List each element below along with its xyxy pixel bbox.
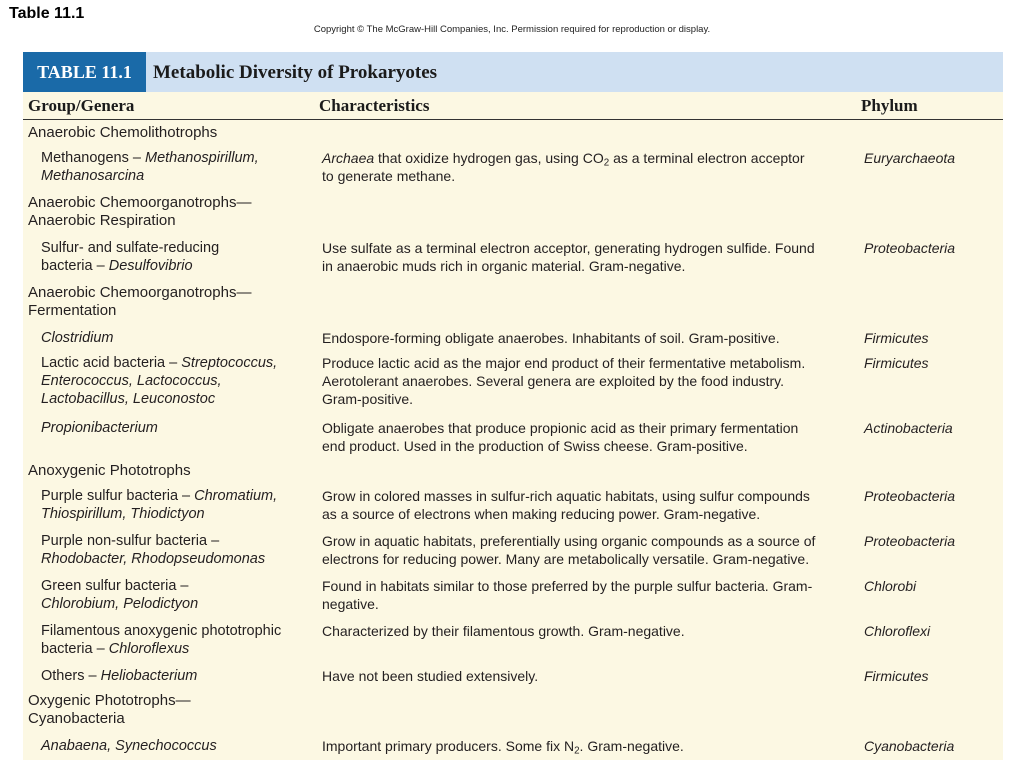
phylum-cell: Proteobacteria	[864, 488, 956, 504]
group-heading: Anoxygenic Phototrophs	[28, 462, 191, 479]
group-heading: Oxygenic Phototrophs— Cyanobacteria	[28, 692, 191, 727]
characteristics-cell: Have not been studied extensively.	[322, 668, 539, 684]
phylum-cell: Cyanobacteria	[864, 738, 955, 754]
phylum-cell: Proteobacteria	[864, 533, 956, 549]
characteristics-cell: Found in habitats similar to those preferred by the purple sulfur bacteria. Gram- negative.	[322, 578, 813, 612]
characteristics-cell: Endospore-forming obligate anaerobes. Inhabitants of soil. Gram-positive.	[322, 330, 780, 346]
copyright-notice: Copyright © The McGraw-Hill Companies, Inc. Permission required for reproduction or display.	[313, 24, 711, 35]
phylum-cell: Firmicutes	[864, 355, 929, 371]
genera-cell: Anabaena, Synechococcus	[41, 738, 217, 754]
genera-cell: Propionibacterium	[41, 420, 158, 436]
genera-cell: Others – Heliobacterium	[41, 668, 198, 684]
genera-cell: Purple sulfur bacteria – Chromatium, Thiospirillum, Thiodictyon	[41, 488, 278, 522]
header-rule	[23, 119, 1003, 120]
slide-title: Table 11.1	[9, 5, 85, 22]
phylum-cell: Euryarchaeota	[864, 150, 956, 166]
characteristics-cell: Important primary producers. Some fix $N_2$. Gram-negative.	[322, 738, 684, 757]
characteristics-cell: Obligate anaerobes that produce propionic acid as their primary fermentation end product. Used in the production of Swiss cheese. Gram-positive.	[322, 420, 799, 454]
table-title: Metabolic Diversity of Prokaryotes	[153, 62, 438, 83]
column-header-phylum: Phylum	[861, 96, 918, 115]
genera-cell: Lactic acid bacteria – Streptococcus, Enterococcus, Lactococcus, Lactobacillus, Leuconostoc	[41, 355, 278, 407]
group-heading: Anaerobic Chemoorganotrophs— Fermentation	[28, 284, 252, 319]
column-header-characteristics: Characteristics	[319, 96, 430, 115]
table-frame	[23, 52, 1003, 760]
phylum-cell: Chloroflexi	[864, 623, 931, 639]
group-heading: Anaerobic Chemoorganotrophs— Anaerobic Respiration	[28, 194, 252, 229]
characteristics-cell: Produce lactic acid as the major end product of their fermentative metabolism. Aerotolerant anaerobes. Several genera are exploited by the food industry. Gram-positive.	[322, 355, 806, 407]
genera-cell: Clostridium	[41, 330, 114, 346]
table-banner	[23, 52, 1003, 92]
genera-cell: Sulfur- and sulfate-reducing bacteria – Desulfovibrio	[41, 240, 220, 274]
characteristics-cell: Grow in aquatic habitats, preferentially using organic compounds as a source of electrons for reducing power. Many are metabolically versatile. Gram-negative.	[322, 533, 816, 567]
phylum-cell: Firmicutes	[864, 330, 929, 346]
genera-cell: Filamentous anoxygenic phototrophic bacteria – Chloroflexus	[41, 623, 282, 657]
column-header-group: Group/Genera	[28, 96, 135, 115]
phylum-cell: Chlorobi	[864, 578, 917, 594]
genera-cell: Green sulfur bacteria – Chlorobium, Pelodictyon	[41, 578, 199, 612]
characteristics-cell: Archaea that oxidize hydrogen gas, using $CO_2$ as a terminal electron acceptor to generate methane.	[322, 150, 805, 184]
phylum-cell: Firmicutes	[864, 668, 929, 684]
genera-cell: Purple non-sulfur bacteria – Rhodobacter, Rhodopseudomonas	[41, 533, 266, 567]
characteristics-cell: Characterized by their filamentous growth. Gram-negative.	[322, 623, 685, 639]
genera-cell: Methanogens – Methanospirillum, Methanosarcina	[41, 150, 259, 184]
phylum-cell: Actinobacteria	[864, 420, 953, 436]
group-heading: Anaerobic Chemolithotrophs	[28, 124, 218, 141]
characteristics-cell: Grow in colored masses in sulfur-rich aquatic habitats, using sulfur compounds as a source of electrons when making reducing power. Gram-negative.	[322, 488, 810, 522]
phylum-cell: Proteobacteria	[864, 240, 956, 256]
characteristics-cell: Use sulfate as a terminal electron acceptor, generating hydrogen sulfide. Found in anaerobic muds rich in organic material. Gram-negative.	[322, 240, 815, 274]
table-label: TABLE 11.1	[23, 52, 146, 92]
